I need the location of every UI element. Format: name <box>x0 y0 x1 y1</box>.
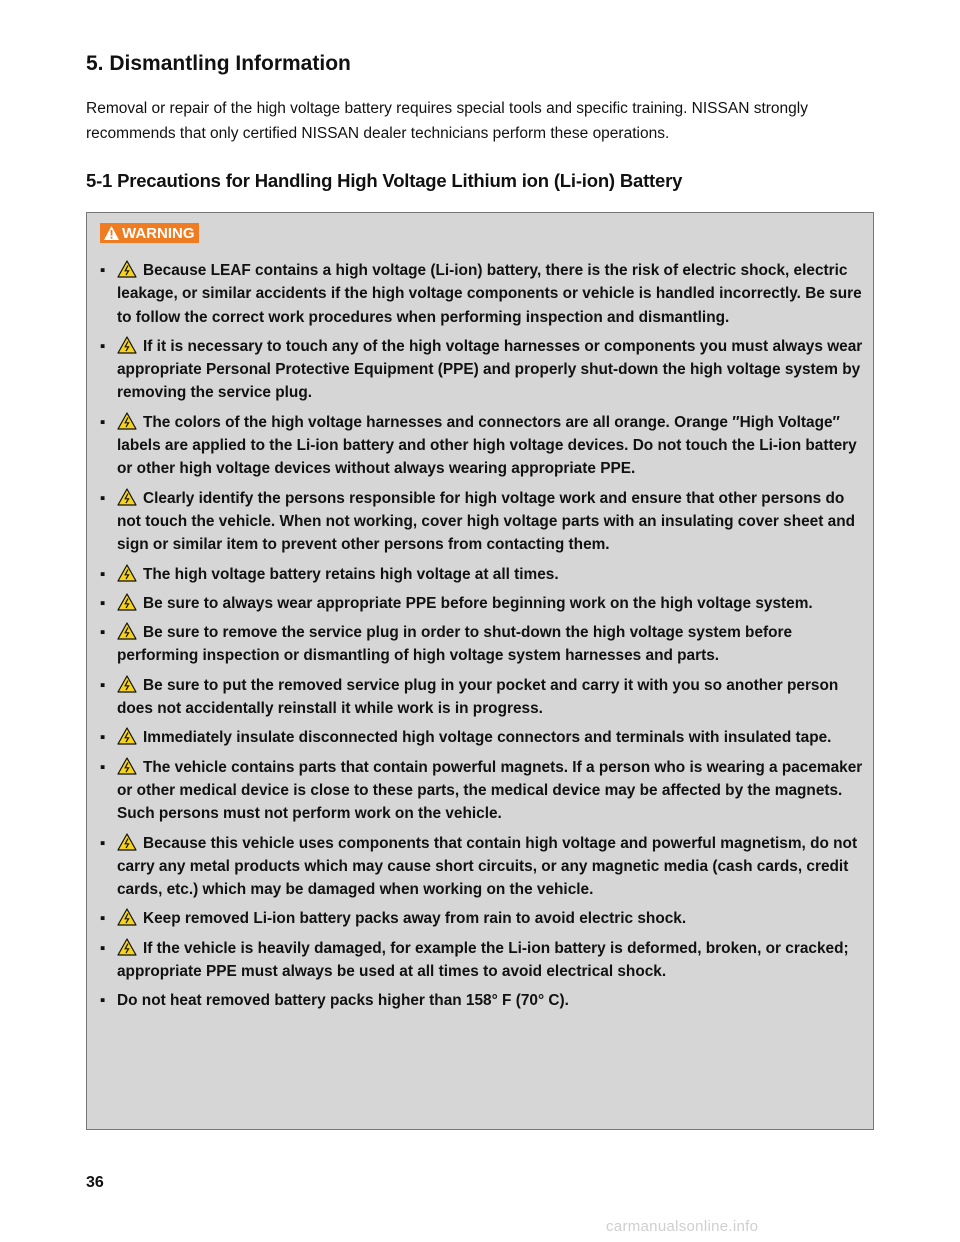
precaution-item <box>87 563 875 586</box>
precaution-text: Because this vehicle uses components that contain high voltage and powerful magnetism, do not carry any metal products which may cause short circuits, or any magnetic media (cash cards, credit cards, etc.) which may be damaged when working on the vehicle. <box>117 834 858 899</box>
high-voltage-icon <box>117 488 137 506</box>
precaution-text: Be sure to remove the service plug in order to shut-down the high voltage system before performing inspection or dismantling of high voltage system harnesses and parts. <box>117 624 793 665</box>
precaution-text: Be sure to always wear appropriate PPE before beginning work on the high voltage system. <box>143 594 813 612</box>
section-title: 5. Dismantling Information <box>86 52 351 75</box>
bullet-mark: ▪ <box>100 676 106 694</box>
bullet-mark: ▪ <box>100 834 106 852</box>
high-voltage-icon <box>117 336 137 354</box>
intro-paragraph: Removal or repair of the high voltage battery requires special tools and specific training. NISSAN strongly recommends that only certified NISSAN dealer technicians perform these operations. <box>86 100 808 142</box>
warning-box <box>86 212 874 1130</box>
precaution-text: Do not heat removed battery packs higher than 158° F (70° C). <box>117 992 569 1010</box>
precaution-item <box>87 907 875 930</box>
high-voltage-icon <box>117 412 137 430</box>
page-number: 36 <box>86 1174 104 1191</box>
high-voltage-icon <box>117 833 137 851</box>
warning-triangle-icon <box>103 225 120 241</box>
bullet-mark: ▪ <box>100 624 106 642</box>
precaution-text: The colors of the high voltage harnesses and connectors are all orange. Orange ″High Voltage″ labels are applied to the Li-ion battery and other high voltage devices. Do not touch the Li-ion battery or other high voltage devices without always wearing appropriate PPE. <box>117 413 857 478</box>
high-voltage-icon <box>117 593 137 611</box>
high-voltage-icon <box>117 908 137 926</box>
precaution-item <box>87 674 875 721</box>
high-voltage-icon <box>117 938 137 956</box>
precaution-item <box>87 592 875 615</box>
precaution-item <box>87 335 875 405</box>
high-voltage-icon <box>117 727 137 745</box>
precaution-text: If it is necessary to touch any of the high voltage harnesses or components you must always wear appropriate Personal Protective Equipment (PPE) and properly shut-down the high voltage system by removing the service plug. <box>117 337 863 402</box>
bullet-mark: ▪ <box>100 337 106 355</box>
precaution-item <box>87 832 875 902</box>
precaution-text: Because LEAF contains a high voltage (Li-ion) battery, there is the risk of electric shock, electric leakage, or similar accidents if the high voltage components or vehicle is handled incorrectly. Be sure to follow the correct work procedures when performing inspection and dismantling. <box>117 262 862 326</box>
high-voltage-icon <box>117 260 137 278</box>
warning-badge <box>100 223 199 243</box>
precaution-text: The vehicle contains parts that contain powerful magnets. If a person who is wearing a pacemaker or other medical device is close to these parts, the medical device may be affected by the magnets. Such persons must not perform work on the vehicle. <box>117 758 863 823</box>
bullet-mark: ▪ <box>100 939 106 957</box>
precaution-item <box>87 726 875 749</box>
precaution-text: The high voltage battery retains high voltage at all times. <box>143 565 559 583</box>
bullet-mark: ▪ <box>100 992 106 1010</box>
precaution-text: Clearly identify the persons responsible for high voltage work and ensure that other persons do not touch the vehicle. When not working, cover high voltage parts with an insulating cover sheet and sign or similar item to prevent other persons from contacting them. <box>117 489 855 554</box>
precaution-text: Be sure to put the removed service plug in your pocket and carry it with you so another person does not accidentally reinstall it while work is in progress. <box>117 676 839 718</box>
watermark: carmanualsonline.info <box>606 1218 759 1235</box>
precaution-item <box>87 487 875 557</box>
precaution-item <box>87 259 875 329</box>
warning-label: WARNING <box>122 224 195 242</box>
bullet-mark: ▪ <box>100 262 106 279</box>
precaution-item <box>87 411 875 481</box>
bullet-mark: ▪ <box>100 758 106 776</box>
bullet-mark: ▪ <box>100 413 106 431</box>
high-voltage-icon <box>117 622 137 640</box>
bullet-mark: ▪ <box>100 729 106 747</box>
high-voltage-icon <box>117 564 137 582</box>
precaution-item <box>87 937 875 984</box>
bullet-mark: ▪ <box>100 594 106 612</box>
bullet-mark: ▪ <box>100 910 106 928</box>
precaution-list <box>87 259 875 1019</box>
bullet-mark: ▪ <box>100 489 106 507</box>
precaution-text: If the vehicle is heavily damaged, for example the Li-ion battery is deformed, broken, or cracked; appropriate PPE must always be used at all times to avoid electrical shock. <box>117 939 849 981</box>
bullet-mark: ▪ <box>100 565 106 583</box>
precaution-item <box>87 989 875 1012</box>
subsection-title: 5-1 Precautions for Handling High Voltage Lithium ion (Li-ion) Battery <box>86 170 683 191</box>
high-voltage-icon <box>117 675 137 693</box>
precaution-item <box>87 621 875 668</box>
precaution-text: Keep removed Li-ion battery packs away from rain to avoid electric shock. <box>143 910 687 928</box>
precaution-text: Immediately insulate disconnected high voltage connectors and terminals with insulated tape. <box>143 729 832 747</box>
high-voltage-icon <box>117 757 137 775</box>
precaution-item <box>87 756 875 826</box>
